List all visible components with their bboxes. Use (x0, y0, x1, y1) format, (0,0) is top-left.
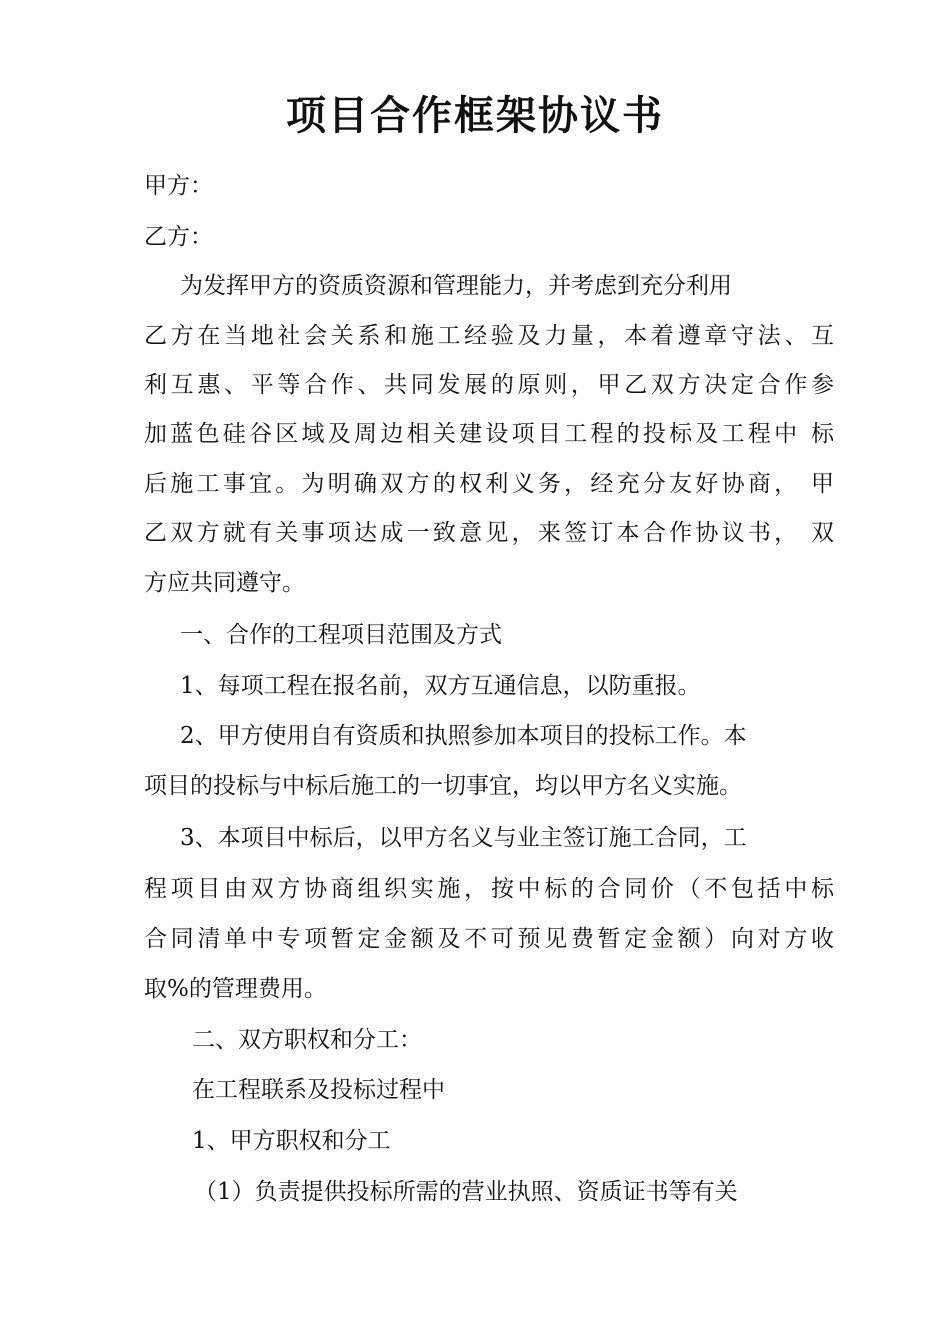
document-title: 项目合作框架协议书 (286, 93, 664, 139)
section1-item2-line-2: 项目的投标与中标后施工的一切事宜，均以甲方名义实施。 (144, 773, 742, 799)
section2-heading: 二、双方职权和分工： (192, 1027, 422, 1053)
intro-line-1: 为发挥甲方的资质资源和管理能力，并考虑到充分利用 (180, 273, 732, 299)
section1-heading: 一、合作的工程项目范围及方式 (180, 622, 502, 648)
section2-subheading: 在工程联系及投标过程中 (192, 1077, 445, 1103)
section1-item3-line-4: 取%的管理费用。 (144, 976, 327, 1002)
section1-item2-line-1: 2、甲方使用自有资质和执照参加本项目的投标工作。本 (180, 723, 747, 749)
intro-line-7: 方应共同遵守。 (144, 570, 305, 596)
party-a-label: 甲方： (144, 173, 213, 199)
intro-line-2: 乙方在当地社会关系和施工经验及力量，本着遵章守法、互 (144, 323, 834, 349)
intro-line-4: 加蓝色硅谷区域及周边相关建设项目工程的投标及工程中 标 (144, 421, 834, 447)
section2-item1-1: （1）负责提供投标所需的营业执照、资质证书等有关 (194, 1179, 738, 1205)
section1-item3-line-1: 3、本项目中标后，以甲方名义与业主签订施工合同，工 (180, 825, 747, 851)
intro-line-6: 乙双方就有关事项达成一致意见，来签订本合作协议书， 双 (144, 520, 834, 546)
section1-item1: 1、每项工程在报名前，双方互通信息，以防重报。 (180, 673, 701, 699)
party-b-label: 乙方： (144, 224, 213, 250)
intro-line-5: 后施工事宜。为明确双方的权利义务，经充分友好协商， 甲 (144, 471, 834, 497)
section2-item1: 1、甲方职权和分工 (192, 1128, 391, 1154)
section1-item3-line-3: 合同清单中专项暂定金额及不可预见费暂定金额）向对方收 (144, 926, 834, 952)
section1-item3-line-2: 程项目由双方协商组织实施，按中标的合同价（不包括中标 (144, 876, 834, 902)
intro-line-3: 利互惠、平等合作、共同发展的原则，甲乙双方决定合作参 (144, 372, 834, 398)
